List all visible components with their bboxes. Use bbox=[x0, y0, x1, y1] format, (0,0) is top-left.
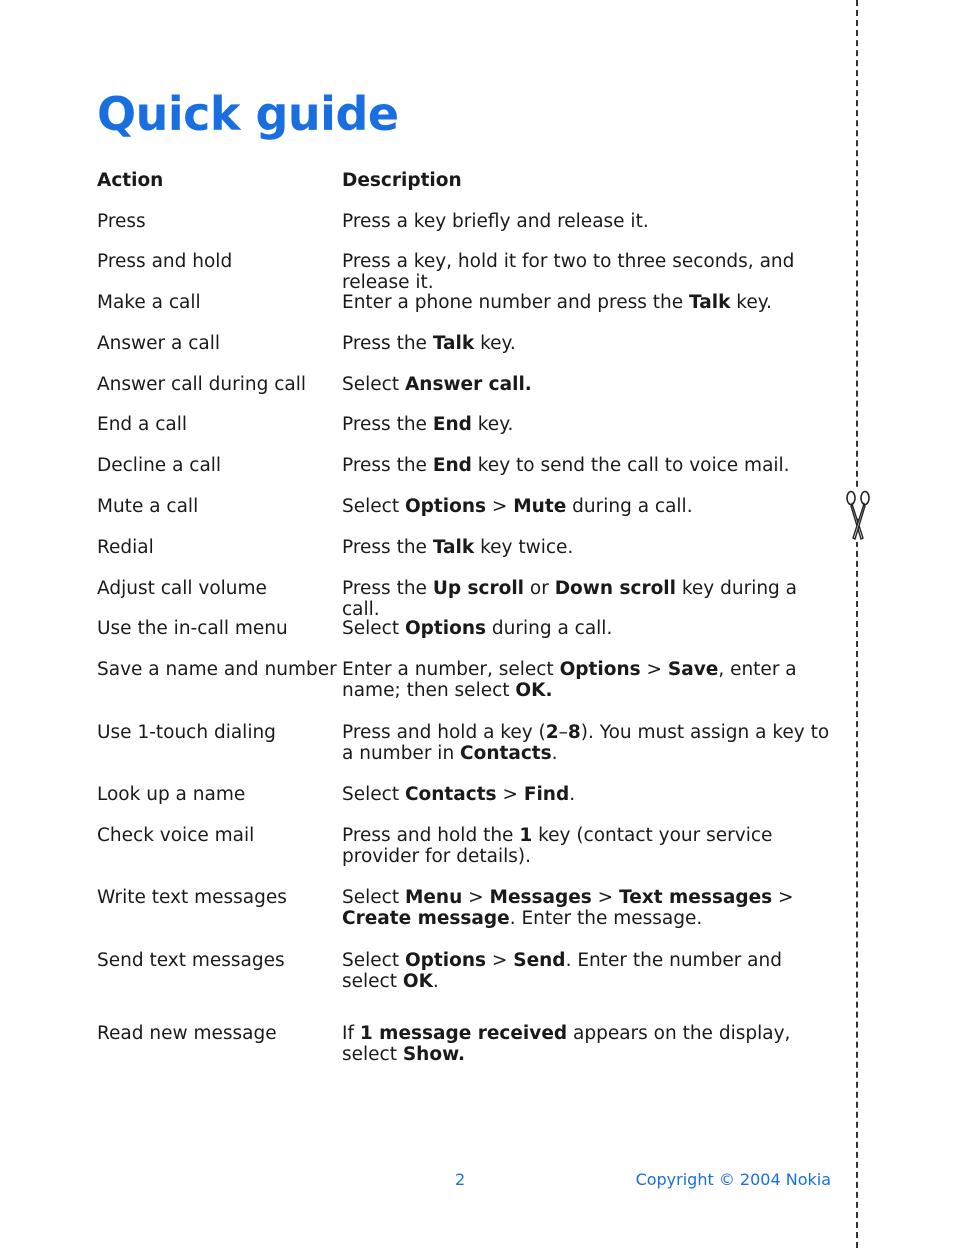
description-keyword: OK. bbox=[515, 680, 553, 701]
row-description bbox=[342, 537, 834, 558]
description-text: key. bbox=[730, 292, 772, 313]
description-text: key. bbox=[474, 333, 516, 354]
row-action: Make a call bbox=[97, 292, 201, 313]
description-keyword: End bbox=[432, 414, 472, 435]
description-text: Press and hold the bbox=[342, 825, 520, 846]
description-text: Press the bbox=[342, 537, 433, 558]
row-action: End a call bbox=[97, 414, 188, 435]
row-description bbox=[342, 1023, 834, 1065]
row-description bbox=[342, 825, 834, 867]
row-description bbox=[342, 455, 834, 476]
description-keyword: Options bbox=[404, 618, 486, 639]
description-text: Select bbox=[342, 374, 405, 395]
description-keyword: Answer call. bbox=[404, 374, 532, 395]
description-keyword: OK bbox=[402, 971, 433, 992]
row-action: Save a name and number bbox=[97, 659, 337, 680]
description-text: Press the bbox=[342, 414, 433, 435]
row-description bbox=[342, 887, 834, 929]
description-keyword: Talk bbox=[432, 333, 475, 354]
description-keyword: Create message bbox=[342, 908, 510, 929]
description-text: Select bbox=[342, 784, 405, 805]
description-keyword: Menu bbox=[404, 887, 463, 908]
description-text: > bbox=[591, 887, 620, 908]
description-keyword: Send bbox=[513, 950, 566, 971]
row-action: Send text messages bbox=[97, 950, 285, 971]
description-keyword: Show. bbox=[402, 1044, 465, 1065]
description-text: key (contact your service provider for details). bbox=[342, 825, 773, 867]
description-text: Press the bbox=[342, 578, 433, 599]
description-text: appears on the display, select bbox=[342, 1023, 791, 1065]
description-text: Select bbox=[342, 887, 405, 908]
row-description bbox=[342, 333, 834, 354]
row-description bbox=[342, 414, 834, 435]
row-action: Adjust call volume bbox=[97, 578, 267, 599]
description-keyword: Up scroll bbox=[432, 578, 525, 599]
row-action: Mute a call bbox=[97, 496, 199, 517]
row-description bbox=[342, 251, 834, 293]
description-text: > bbox=[496, 784, 524, 805]
description-keyword: 1 message received bbox=[359, 1023, 568, 1044]
row-action: Answer call during call bbox=[97, 374, 307, 395]
description-keyword: Contacts bbox=[460, 743, 552, 764]
row-description bbox=[342, 722, 834, 764]
description-text: key twice. bbox=[474, 537, 574, 558]
copyright-notice: Copyright © 2004 Nokia bbox=[635, 1170, 831, 1189]
row-action: Decline a call bbox=[97, 455, 222, 476]
description-text: Select bbox=[342, 950, 405, 971]
description-keyword: 2 bbox=[545, 722, 559, 743]
description-keyword: 1 bbox=[519, 825, 533, 846]
description-text: ). You must assign a key to a number in bbox=[342, 722, 830, 764]
description-text: . Enter the message. bbox=[509, 908, 703, 929]
row-action: Press bbox=[97, 211, 146, 232]
description-keyword: Options bbox=[404, 950, 486, 971]
row-action: Check voice mail bbox=[97, 825, 255, 846]
description-text: Press the bbox=[342, 455, 433, 476]
description-text: > bbox=[486, 496, 514, 517]
row-description bbox=[342, 618, 834, 639]
description-text: key during a call. bbox=[342, 578, 798, 620]
description-text: key to send the call to voice mail. bbox=[471, 455, 790, 476]
description-keyword: Options bbox=[559, 659, 641, 680]
description-text: during a call. bbox=[486, 618, 613, 639]
row-description bbox=[342, 496, 834, 517]
description-text: . bbox=[432, 971, 439, 992]
description-keyword: 8 bbox=[567, 722, 581, 743]
description-keyword: Find bbox=[523, 784, 570, 805]
header-description: Description bbox=[342, 170, 462, 191]
description-text: – bbox=[558, 722, 568, 743]
description-text: > bbox=[772, 887, 794, 908]
description-text: Press and hold a key ( bbox=[342, 722, 546, 743]
scissors-svg bbox=[842, 490, 874, 542]
description-keyword: Talk bbox=[689, 292, 731, 313]
description-keyword: Contacts bbox=[404, 784, 497, 805]
description-text: , enter a name; then select bbox=[342, 659, 797, 701]
description-text: If bbox=[342, 1023, 360, 1044]
description-text: . Enter the number and select bbox=[342, 950, 782, 992]
description-text: Press a key, hold it for two to three seconds, and release it. bbox=[342, 251, 795, 293]
description-keyword: Down scroll bbox=[554, 578, 676, 599]
description-text: Enter a phone number and press the bbox=[342, 292, 690, 313]
page-number: 2 bbox=[455, 1170, 466, 1189]
row-description bbox=[342, 292, 834, 313]
scissors-icon bbox=[842, 490, 874, 542]
row-description bbox=[342, 578, 834, 620]
description-text: Press the bbox=[342, 333, 433, 354]
description-keyword: Messages bbox=[489, 887, 592, 908]
description-text: Select bbox=[342, 496, 405, 517]
description-text: Select bbox=[342, 618, 405, 639]
row-description bbox=[342, 950, 834, 992]
description-text: during a call. bbox=[566, 496, 693, 517]
row-action: Look up a name bbox=[97, 784, 246, 805]
description-keyword: Options bbox=[404, 496, 486, 517]
row-action: Press and hold bbox=[97, 251, 233, 272]
row-description bbox=[342, 659, 834, 701]
description-keyword: Talk bbox=[432, 537, 475, 558]
description-keyword: End bbox=[432, 455, 472, 476]
description-keyword: Save bbox=[667, 659, 719, 680]
description-keyword: Mute bbox=[513, 496, 567, 517]
row-action: Answer a call bbox=[97, 333, 221, 354]
row-action: Use 1-touch dialing bbox=[97, 722, 276, 743]
row-action: Read new message bbox=[97, 1023, 277, 1044]
description-text: or bbox=[524, 578, 555, 599]
row-action: Redial bbox=[97, 537, 154, 558]
page-title: Quick guide bbox=[97, 87, 399, 141]
description-text: > bbox=[640, 659, 668, 680]
row-action: Write text messages bbox=[97, 887, 287, 908]
description-text: Press a key briefly and release it. bbox=[342, 211, 649, 232]
cut-line bbox=[856, 0, 858, 1248]
row-description bbox=[342, 374, 834, 395]
row-description bbox=[342, 784, 834, 805]
row-action: Use the in-call menu bbox=[97, 618, 288, 639]
description-text: Enter a number, select bbox=[342, 659, 560, 680]
row-description bbox=[342, 211, 834, 232]
description-text: . bbox=[569, 784, 576, 805]
description-keyword: Text messages bbox=[619, 887, 773, 908]
header-action: Action bbox=[97, 170, 164, 191]
description-text: > bbox=[462, 887, 490, 908]
description-text: > bbox=[486, 950, 514, 971]
description-text: key. bbox=[471, 414, 514, 435]
description-text: . bbox=[551, 743, 558, 764]
